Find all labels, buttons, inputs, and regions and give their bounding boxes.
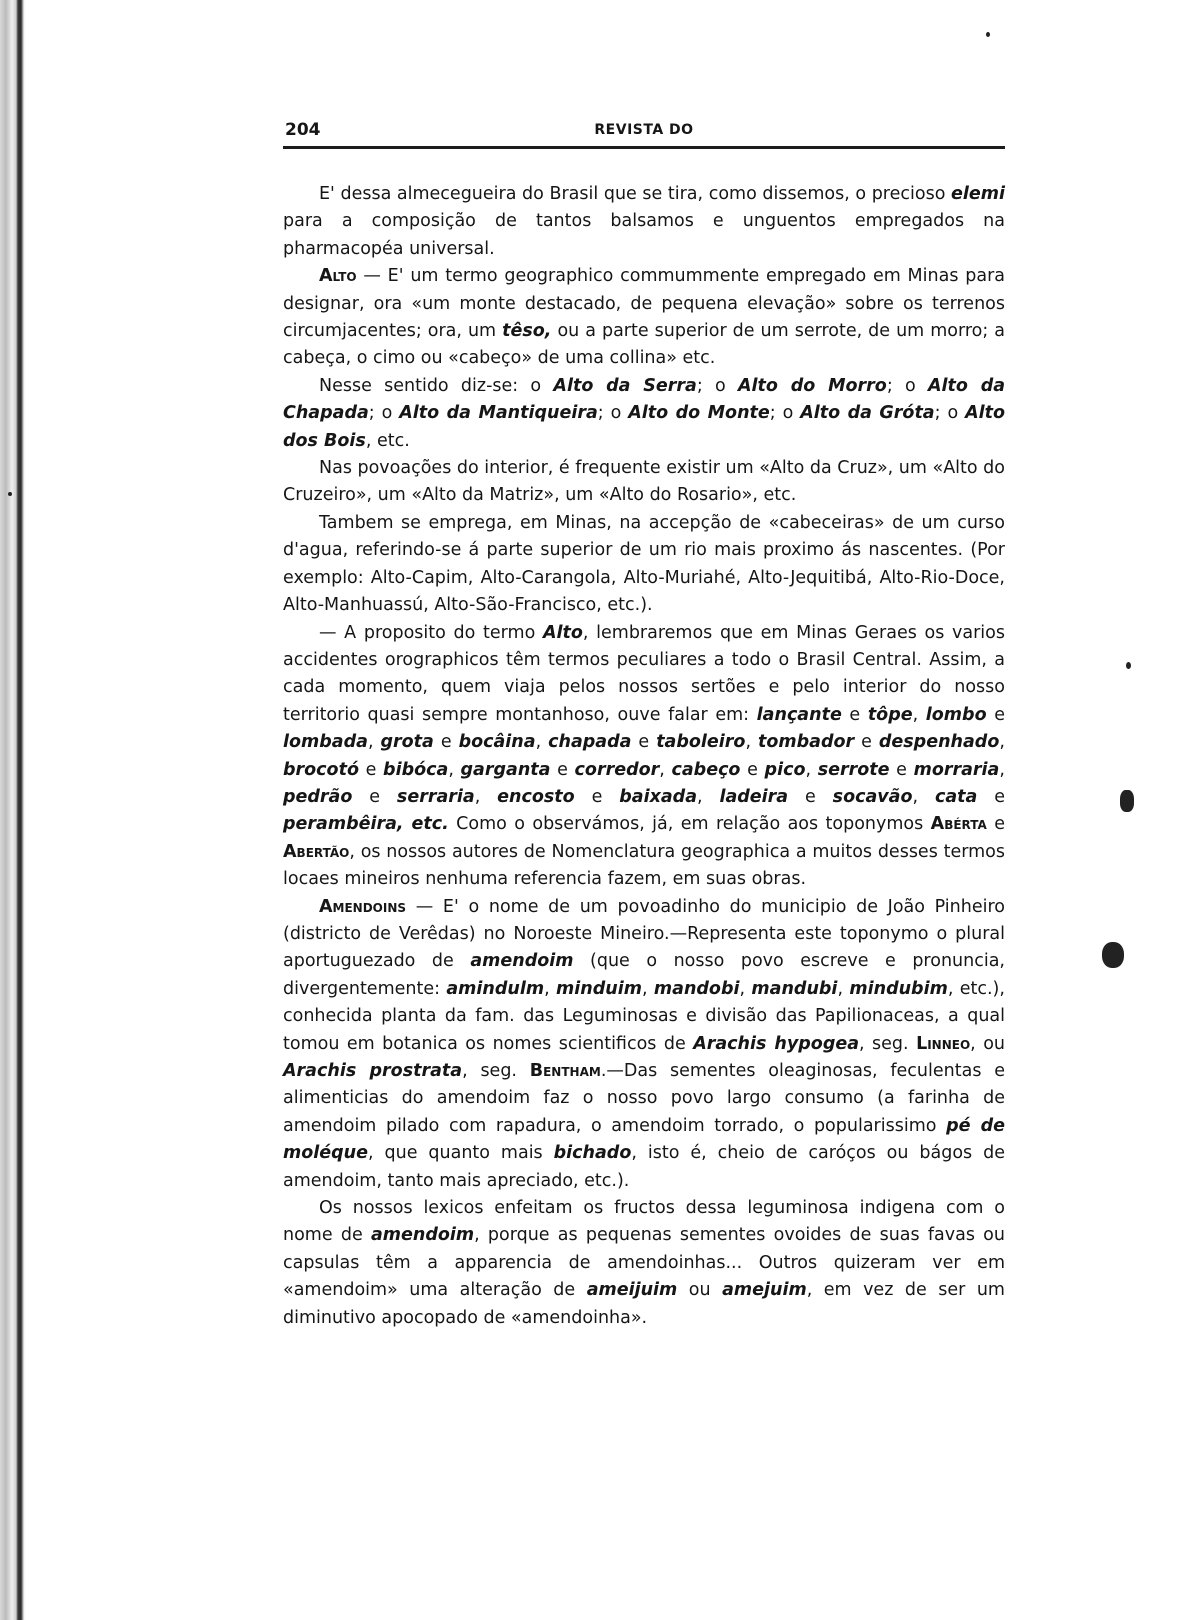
paragraph xyxy=(283,1195,1005,1332)
ink-speck xyxy=(1126,662,1131,669)
text-run: Como o observámos, já, em relação aos toponymos xyxy=(448,814,931,835)
italic-term: despenhado xyxy=(878,732,1000,753)
text-run: , ou xyxy=(970,1033,1005,1054)
text-run: e xyxy=(788,786,833,807)
text-run: — E' o nome de um povoadinho do municipio de João Pinheiro (districto de Verêdas) no Noroeste Mineiro.—Representa este toponymo o plural aportuguezado de xyxy=(283,896,1005,972)
ink-speck xyxy=(8,492,12,496)
text-run: e xyxy=(740,759,765,780)
running-title: REVISTA DO xyxy=(594,122,694,138)
italic-term: Alto do Morro xyxy=(738,375,887,396)
italic-term: perambêira, etc. xyxy=(283,814,449,835)
text-run: ; o xyxy=(934,403,966,424)
italic-term: amindulm xyxy=(446,978,545,999)
text-run: e xyxy=(986,704,1005,725)
italic-term: Alto xyxy=(542,622,583,643)
text-run: ou xyxy=(677,1280,723,1301)
text-run: , xyxy=(474,786,498,807)
italic-term: pedrão xyxy=(283,786,353,807)
entry-headword: Abertão xyxy=(283,841,350,862)
italic-term: pé de moléque xyxy=(283,1115,1005,1164)
text-run: , xyxy=(999,732,1005,753)
text-run: e xyxy=(854,732,879,753)
text-run: ; o xyxy=(597,403,629,424)
italic-term: brocotó xyxy=(283,759,359,780)
text-run: , xyxy=(535,732,549,753)
italic-term: minduim xyxy=(556,978,642,999)
italic-term: Alto da Chapada xyxy=(283,375,1006,424)
text-run: e xyxy=(433,732,459,753)
italic-term: pico xyxy=(764,759,806,780)
text-run: , xyxy=(544,978,557,999)
italic-term: lombada xyxy=(283,732,368,753)
text-run: , xyxy=(912,786,935,807)
text-run: ; o xyxy=(696,375,738,396)
text-run: Os nossos lexicos enfeitam os fructos dessa leguminosa indigena com o nome de xyxy=(283,1198,1005,1246)
text-run: e xyxy=(574,786,620,807)
ink-speck xyxy=(986,32,990,37)
ink-speck xyxy=(1120,790,1134,812)
entry-headword: Abérta xyxy=(930,814,987,835)
text-run: (que o nosso povo escreve e pronuncia, divergentemente: xyxy=(283,951,1005,999)
italic-term: lombo xyxy=(925,704,987,725)
italic-term: serrote xyxy=(817,759,890,780)
italic-term: têso, xyxy=(502,321,552,342)
paragraph xyxy=(283,263,1005,373)
running-header xyxy=(283,118,1005,149)
text-run: e xyxy=(358,759,384,780)
italic-term: cata xyxy=(934,786,978,807)
text-run: — A proposito do termo xyxy=(319,622,543,643)
italic-term: serraria xyxy=(396,786,475,807)
text-run: ; o xyxy=(886,375,928,396)
page-number: 204 xyxy=(285,120,321,140)
entry-headword: Bentham xyxy=(529,1061,601,1081)
italic-term: taboleiro xyxy=(656,732,746,753)
italic-term: tôpe xyxy=(867,704,913,725)
book-spine-edge xyxy=(0,0,26,1620)
italic-term: ameijuim xyxy=(586,1280,678,1301)
text-run: , xyxy=(367,732,381,753)
text-run: , xyxy=(999,759,1005,780)
entry-headword: Linneo xyxy=(916,1033,971,1054)
text-run: — E' um termo geographico commummente empregado em Minas para designar, ora «um monte destacado, de pequena elevação» sobre os terrenos circumjacentes; ora, um xyxy=(283,266,1005,342)
italic-term: Alto da Serra xyxy=(553,375,697,396)
italic-term: amendoim xyxy=(370,1225,475,1246)
italic-term: morraria xyxy=(913,759,1000,780)
italic-term: Alto do Monte xyxy=(628,403,770,424)
italic-term: encosto xyxy=(497,786,575,807)
paragraph xyxy=(283,894,1005,1195)
text-run: , etc.), conhecida planta da fam. das Leguminosas e divisão das Papilionaceas, a qual tomou em botanica os nomes scientificos de xyxy=(283,978,1005,1054)
italic-term: bibóca xyxy=(383,759,449,780)
italic-term: Alto dos Bois xyxy=(283,403,1006,451)
italic-term: Alto da Mantiqueira xyxy=(399,403,598,424)
text-run: , xyxy=(739,978,752,999)
text-run: , xyxy=(837,978,850,999)
text-run: , em vez de ser um diminutivo apocopado de «amendoinha». xyxy=(283,1280,1005,1328)
italic-term: cabeço xyxy=(671,759,741,780)
text-run: para a composição de tantos balsamos e unguentos empregados na pharmacopéa universal. xyxy=(283,211,1005,259)
text-run: , xyxy=(805,759,818,780)
italic-term: elemi xyxy=(951,184,1005,204)
italic-term: amendoim xyxy=(470,951,574,972)
book-page xyxy=(283,118,1005,1538)
text-run: e xyxy=(986,814,1005,835)
text-run: .—Das sementes oleaginosas, feculentas e alimenticias do amendoim faz o nosso povo largo consumo (a farinha de amendoim pilado com rapadura, o amendoim torrado, o popularissimo xyxy=(283,1061,1005,1136)
text-run: ; o xyxy=(368,403,400,424)
italic-term: mandubi xyxy=(751,978,838,999)
italic-term: corredor xyxy=(574,759,660,780)
text-run: , xyxy=(697,786,720,807)
italic-term: bichado xyxy=(553,1143,632,1164)
italic-term: mandobi xyxy=(653,978,740,999)
italic-term: chapada xyxy=(548,732,632,753)
italic-term: bocâina xyxy=(458,732,536,753)
text-run: e xyxy=(631,732,657,753)
text-run: , xyxy=(745,732,758,753)
text-run: , xyxy=(912,704,926,725)
italic-term: baixada xyxy=(619,786,698,807)
text-run: , seg. xyxy=(859,1033,917,1054)
italic-term: garganta xyxy=(460,759,551,780)
paragraph xyxy=(283,181,1005,263)
italic-term: lançante xyxy=(756,704,842,725)
text-run: e xyxy=(977,786,1005,807)
italic-term: mindubim xyxy=(849,978,948,999)
text-run: ; o xyxy=(769,403,801,424)
text-run: ou a parte superior de um serrote, de um morro; a cabeça, o cimo ou «cabeço» de uma collina» etc. xyxy=(283,321,1005,369)
text-run: , porque as pequenas sementes ovoides de suas favas ou capsulas têm a apparencia de amendoinhas... Outros quizeram ver em «amendoim» uma alteração de xyxy=(283,1225,1005,1301)
text-run: , isto é, cheio de caróços ou bágos de amendoim, tanto mais apreciado, etc.). xyxy=(283,1143,1005,1191)
text-run: , xyxy=(448,759,461,780)
text-run: , xyxy=(659,759,672,780)
text-run: , que quanto mais xyxy=(367,1143,554,1164)
italic-term: Arachis hypogea xyxy=(693,1033,860,1054)
italic-term: socavão xyxy=(832,786,913,807)
body-text xyxy=(283,181,1005,1332)
text-run: E' dessa almecegueira do Brasil que se tira, como dissemos, o precioso xyxy=(319,184,952,204)
text-run: e xyxy=(550,759,575,780)
italic-term: amejuim xyxy=(722,1280,807,1301)
text-run: e xyxy=(841,704,868,725)
italic-term: ladeira xyxy=(719,786,789,807)
paragraph xyxy=(283,620,1005,894)
text-run: , seg. xyxy=(462,1061,530,1081)
paragraph xyxy=(283,510,1005,620)
text-run: , lembraremos que em Minas Geraes os varios accidentes orographicos têm termos peculiares a todo o Brasil Central. Assim, a cada momento, quem viaja pelos nossos sertões e pelo interior do nosso territorio quasi sempre montanhoso, ouve falar em: xyxy=(283,622,1005,725)
italic-term: tombador xyxy=(757,732,855,753)
text-run: e xyxy=(352,786,397,807)
italic-term: Alto da Gróta xyxy=(800,403,935,424)
text-run: Nas povoações do interior, é frequente existir um «Alto da Cruz», um «Alto do Cruzeiro», um «Alto da Matriz», um «Alto do Rosario», etc. xyxy=(283,458,1005,506)
ink-speck xyxy=(1102,942,1124,968)
text-run: Tambem se emprega, em Minas, na accepção de «cabeceiras» de um curso d'agua, referindo-se á parte superior de um rio mais proximo ás nascentes. (Por exemplo: Alto-Capim, Alto-Carangola, Alto-Muriahé, Alto-Jequitibá, Alto-Rio-Doce, Alto-Manhuassú, Alto-São-Francisco, etc.). xyxy=(283,512,1005,616)
paragraph xyxy=(283,455,1005,510)
italic-term: grota xyxy=(380,732,434,753)
text-run: , os nossos autores de Nomenclatura geographica a muitos desses termos locaes mineiros nenhuma referencia fazem, em suas obras. xyxy=(283,841,1005,890)
text-run: e xyxy=(889,759,914,780)
text-run: , etc. xyxy=(365,430,410,451)
text-run: Nesse sentido diz-se: o xyxy=(319,375,554,396)
entry-headword: Alto xyxy=(319,266,357,287)
paragraph xyxy=(283,373,1005,455)
italic-term: Arachis prostrata xyxy=(283,1061,463,1081)
text-run: , xyxy=(641,978,654,999)
entry-headword: Amendoins xyxy=(319,896,407,917)
